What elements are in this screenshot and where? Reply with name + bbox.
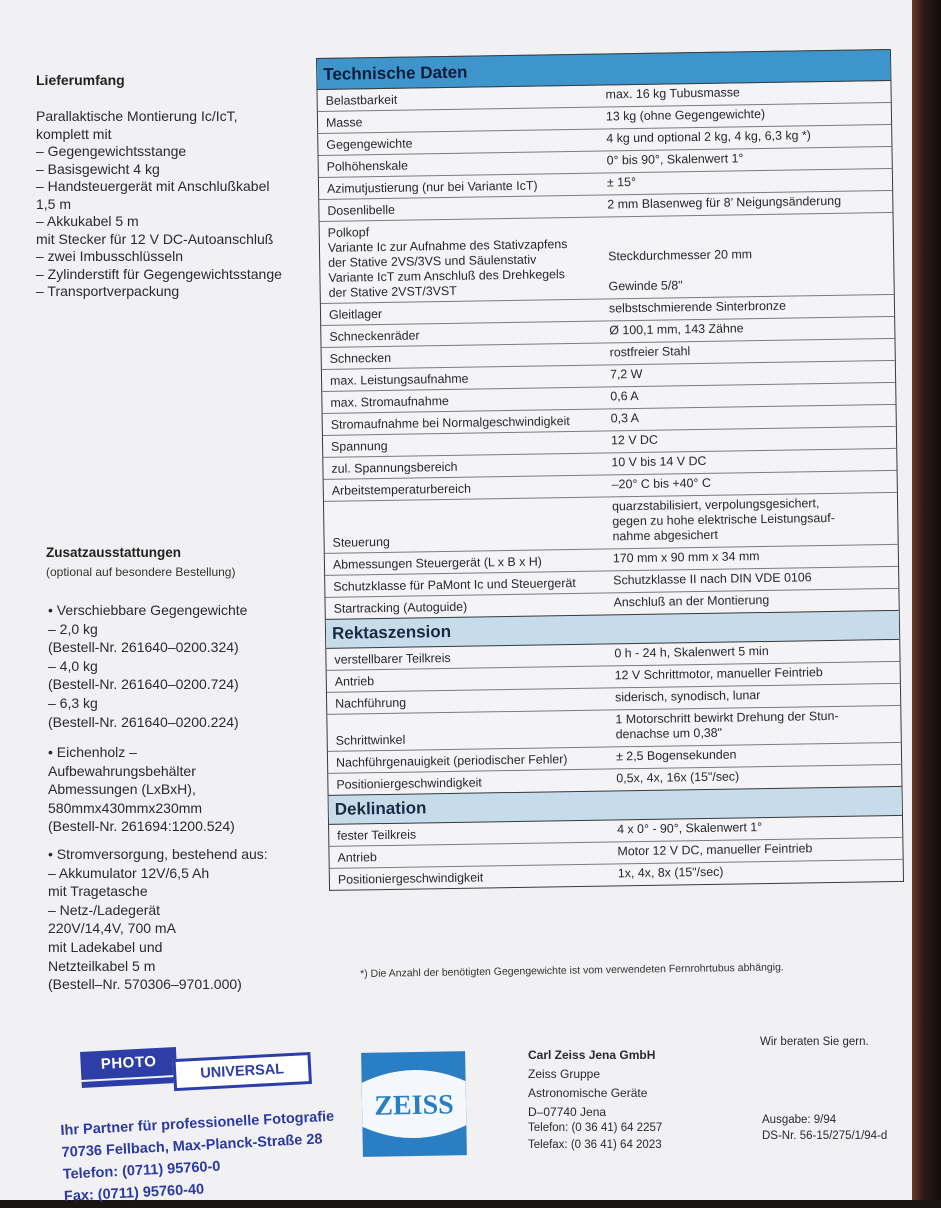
text-line: – 2,0 kg [48, 620, 98, 637]
section-ra-title: Rektaszension [326, 610, 899, 649]
spec-value-text: 0,6 A [610, 388, 639, 404]
text-line: D–07740 Jena [528, 1105, 607, 1119]
spec-value-text: 10 V bis 14 V DC [611, 453, 707, 470]
table-row [324, 493, 898, 554]
spec-value-text: 0 h - 24 h, Skalenwert 5 min [614, 643, 769, 661]
spec-label [325, 549, 607, 574]
text-line: Astronomische Geräte [528, 1086, 648, 1100]
company-name: Carl Zeiss Jena GmbH [528, 1048, 656, 1062]
spec-label-text: Nachführung [335, 695, 407, 711]
spec-label-text: Azimutjustierung (nur bei Variante IcT) [326, 178, 538, 196]
spec-value-text: Steckdurchmesser 20 mm Gewinde 5/8" [607, 219, 753, 294]
text-line: (Bestell-Nr. 261694:1200.524) [48, 818, 235, 835]
table-rows-ra [326, 640, 901, 795]
spec-label [327, 710, 610, 750]
text-line: Fax: (0711) 95760-40 [63, 1181, 205, 1205]
photo-universal-address [60, 1106, 338, 1208]
spec-label-text: Steuerung [332, 534, 390, 550]
spec-value-text: 12 V Schrittmotor, manueller Feintrieb [614, 665, 823, 683]
company-fax: Telefax: (0 36 41) 64 2023 [528, 1139, 662, 1151]
spec-value [606, 493, 898, 549]
advice-text: Wir beraten Sie gern. [760, 1036, 869, 1048]
text-line: mit Stecker für 12 V DC-Autoanschluß [36, 230, 274, 247]
text-line: – Zylinderstift für Gegengewichtsstange [36, 265, 282, 282]
spec-label-text: Positioniergeschwindigkeit [337, 870, 484, 887]
accessory-wooden-case [48, 743, 235, 836]
spec-value-text: ± 2,5 Bogensekunden [615, 747, 737, 764]
spec-label-text: Polkopf Variante Ic zur Aufnahme des Stativzapfens der Stative 2VS/3VS und Säulenstativ Variante IcT zum Anschluß des Drehkegels der Stative 2VST/3VST [327, 225, 568, 300]
company-address [528, 1065, 647, 1122]
spec-label [323, 454, 605, 479]
spec-value-text: selbstschmierende Sinterbronze [608, 298, 787, 316]
spec-label [318, 86, 600, 111]
text-line: – Netz-/Ladegerät [48, 901, 161, 918]
spec-value-text: Motor 12 V DC, manueller Feintrieb [617, 841, 813, 859]
spec-label [328, 769, 610, 794]
spec-value-text: 1x, 4x, 8x (15"/sec) [617, 864, 724, 881]
zeiss-logo [361, 1051, 467, 1157]
text-line: mit Tragetasche [48, 883, 148, 900]
zeiss-logo-text: ZEISS [374, 1089, 454, 1122]
spec-label-text: Dosenlibelle [327, 202, 396, 218]
page-edge-background [912, 0, 941, 1200]
text-line: – Handsteuergerät mit Anschlußkabel [36, 178, 270, 194]
spec-label-text: Spannung [330, 438, 388, 454]
spec-label-text: Schutzklasse für PaMont Ic und Steuergerät [333, 575, 576, 594]
table-rows-dec [329, 816, 903, 890]
table-title: Technische Daten [317, 49, 890, 90]
spec-label [318, 130, 600, 155]
spec-label-text: fester Teilkreis [337, 827, 417, 843]
accessories-title: Zusatzausstattungen [46, 545, 182, 560]
spec-value-text: ± 15° [606, 174, 637, 190]
spec-label-text: max. Leistungsaufnahme [329, 371, 469, 388]
spec-label [327, 688, 609, 713]
spec-label-text: Arbeitstemperaturbereich [331, 481, 472, 498]
spec-label [319, 196, 601, 221]
text-line: 220V/14,4V, 700 mA [48, 920, 176, 937]
spec-value-text: 1 Motorschritt bewirkt Drehung der Stun- denachse um 0,38" [615, 708, 839, 742]
spec-value-text: 13 kg (ohne Gegengewichte) [605, 106, 766, 124]
spec-value-text: –20° C bis +40° C [611, 475, 711, 492]
zeiss-logo-graphic [361, 1051, 467, 1157]
spec-label-text: Gleitlager [328, 306, 383, 322]
edition: Ausgabe: 9/94 [762, 1114, 837, 1126]
spec-label-text: Belastbarkeit [325, 92, 398, 108]
spec-value-text: Ø 100,1 mm, 143 Zähne [609, 321, 744, 338]
spec-label-text: Masse [325, 115, 363, 130]
text-line: 70736 Fellbach, Max-Planck-Straße 28 [61, 1131, 323, 1161]
text-line: – Akkukabel 5 m [36, 213, 139, 229]
scope-list [36, 108, 282, 301]
spec-value-text: 4 kg und optional 2 kg, 4 kg, 6,3 kg *) [606, 128, 811, 146]
spec-label [325, 593, 607, 618]
text-line: – zwei Imbusschlüsseln [36, 248, 184, 264]
text-line: – Transportverpackung [36, 283, 180, 299]
text-line: – Gegengewichtsstange [36, 143, 187, 159]
spec-value [602, 213, 894, 299]
accessory-counterweights [48, 601, 247, 731]
spec-label-text: Nachführgenauigkeit (periodischer Fehler) [335, 752, 568, 770]
spec-label-text: Schnecken [329, 350, 392, 366]
text-line: mit Ladekabel und [48, 938, 163, 955]
text-line: • Verschiebbare Gegengewichte [48, 602, 248, 618]
spec-label [329, 820, 611, 845]
accessories-subtitle: (optional auf besondere Bestellung) [46, 565, 236, 579]
spec-label [330, 864, 612, 889]
text-line: 1,5 m [36, 195, 72, 212]
text-line: – Basisgewicht 4 kg [36, 160, 160, 177]
company-phone: Telefon: (0 36 41) 64 2257 [528, 1122, 663, 1134]
spec-label [320, 218, 603, 303]
text-line: Abmessungen (LxBxH), [48, 781, 196, 798]
table-rows-general [318, 81, 899, 619]
spec-value-text: 12 V DC [610, 432, 658, 448]
spec-label-text: Positioniergeschwindigkeit [336, 775, 482, 792]
spec-label [318, 108, 600, 133]
text-line: Ihr Partner für professionelle Fotografie [60, 1108, 335, 1139]
spec-label [325, 571, 607, 596]
spec-value-text: 0,3 A [610, 410, 640, 426]
spec-value [612, 860, 903, 886]
photo-universal-logo-photo: PHOTO [80, 1047, 177, 1080]
spec-label [322, 388, 604, 413]
spec-value-text: quarzstabilisiert, verpolungsgesichert, gegen zu hohe elektrische Leistungsauf- nahme abgesichert [611, 496, 835, 544]
scope-title: Lieferumfang [36, 72, 125, 88]
text-line: • Stromversorgung, bestehend aus: [48, 846, 268, 862]
photo-universal-logo [80, 1040, 311, 1110]
spec-label [329, 842, 611, 867]
spec-value-text: 0° bis 90°, Skalenwert 1° [606, 151, 744, 168]
spec-label [319, 152, 601, 177]
spec-label [324, 476, 606, 501]
spec-label [319, 174, 601, 199]
text-line: (Bestell-Nr. 261640–0200.224) [48, 713, 239, 730]
table-footnote: *) Die Anzahl der benötigten Gegengewichte ist vom verwendeten Fernrohrtubus abhängig. [360, 961, 784, 980]
spec-label-text: max. Stromaufnahme [330, 393, 449, 410]
spec-value-text: Anschluß an der Montierung [613, 592, 770, 610]
spec-label [321, 300, 603, 325]
text-line: (Bestell-Nr. 261640–0200.724) [48, 676, 239, 693]
text-line: 580mmx430mmx230mm [48, 799, 203, 816]
text-line: Zeiss Gruppe [528, 1067, 601, 1081]
spec-label [321, 322, 603, 347]
spec-label [322, 366, 604, 391]
spec-label-text: Schneckenräder [329, 328, 420, 344]
spec-label [328, 747, 610, 772]
accessory-power-supply [48, 845, 268, 994]
technical-data-table [316, 49, 904, 891]
text-line: • Eichenholz – [48, 744, 137, 760]
spec-label-text: zul. Spannungsbereich [331, 459, 458, 476]
text-line: Aufbewahrungsbehälter [48, 762, 196, 779]
text-line: – Akkumulator 12V/6,5 Ah [48, 864, 210, 881]
text-line: (Bestell–Nr. 570306–9701.000) [48, 976, 242, 993]
text-line: Telefon: (0711) 95760-0 [62, 1158, 221, 1183]
spec-label [322, 344, 604, 369]
spec-label-text: Stromaufnahme bei Normalgeschwindigkeit [330, 414, 570, 432]
spec-value-text: Schutzklasse II nach DIN VDE 0106 [613, 570, 812, 588]
section-dec-title: Deklination [329, 786, 902, 825]
spec-label-text: Polhöhenskale [326, 158, 409, 174]
spec-label [326, 644, 608, 669]
spec-label [323, 432, 605, 457]
spec-label [327, 666, 609, 691]
spec-label-text: Abmessungen Steuergerät (L x B x H) [332, 554, 542, 572]
spec-label [323, 410, 605, 435]
spec-value [609, 706, 901, 747]
spec-value-text: 7,2 W [609, 366, 643, 382]
spec-label [324, 498, 607, 553]
text-line: Parallaktische Montierung Ic/IcT, [36, 108, 238, 124]
spec-value-text: rostfreier Stahl [609, 344, 691, 360]
spec-value-text: 4 x 0° - 90°, Skalenwert 1° [617, 820, 763, 837]
spec-value-text: 0,5x, 4x, 16x (15"/sec) [616, 769, 740, 786]
text-line: – 6,3 kg [48, 694, 98, 711]
spec-label-text: verstellbarer Teilkreis [334, 650, 451, 667]
spec-value-text: 2 mm Blasenweg für 8’ Neigungsänderung [607, 193, 842, 212]
spec-label-text: Schrittwinkel [335, 732, 406, 748]
spec-label-text: Gegengewichte [326, 136, 413, 152]
text-line: Netzteilkabel 5 m [48, 957, 156, 974]
text-line: komplett mit [36, 125, 112, 142]
spec-value-text: siderisch, synodisch, lunar [614, 688, 761, 705]
text-line: (Bestell-Nr. 261640–0200.324) [48, 639, 239, 656]
spec-label-text: Startracking (Autoguide) [333, 599, 468, 616]
ds-number: DS-Nr. 56-15/275/1/94-d [762, 1130, 888, 1142]
spec-value-text: 170 mm x 90 mm x 34 mm [612, 549, 760, 566]
photo-universal-logo-universal: UNIVERSAL [173, 1052, 312, 1091]
spec-label-text: Antrieb [334, 674, 375, 689]
spec-label-text: Antrieb [337, 850, 377, 865]
spec-value-text: max. 16 kg Tubusmasse [605, 85, 740, 102]
text-line: – 4,0 kg [48, 657, 98, 674]
table-row [320, 213, 894, 304]
